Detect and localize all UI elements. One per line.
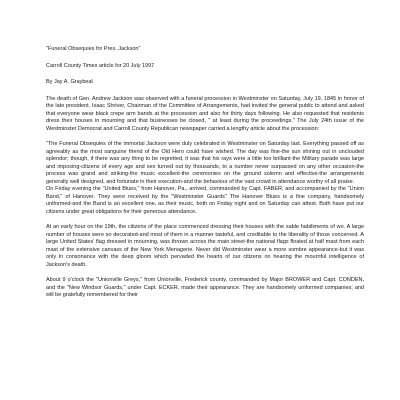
paragraph-5: About 9 o'clock the "Unionville Greys," from Unionville, Frederick county, commanded by Major BROWER and Capt. CONDEN, and the "New Windsor Guards," under Capt. ECKER, made their appearance. They are handsomely uniformed companies; and will be gratefully remembered for their [46,277,364,298]
paragraph-2: "The Funeral Obsequies of the immortal Jackson were duly celebrated in Westminster on Saturday last. Everything passed off as agreeably as the most sanguine friend of the Old Hero could have wished. The day was fine-the sun shining out in unclouded splendor; though, if there was any thing to be regretted, it was that his rays were a little too brilliant-the Military parade was large and imposing-citizens of every age and sex turned out by thousands, to a number never surpassed on any other occasion-the process was grand and striking-the music excellent-the ceremonies on the ground solemn and effective-the arrangements generally well designed, and fortunate in their execution-and the behaviour of the vast crowd in attendance worthy of all praise. [46,141,364,185]
document-source: Carroll County Times article for 20 July 1997 [46,62,155,69]
document-byline: By Jay A. Graybeal [46,79,93,85]
document-title: "Funeral Obsequies for Pres. Jackson" [46,46,141,52]
document-body [46,46,364,300]
paragraph-3: On Friday evening the "United Blues," from Hanover, Pa., arrived, commanded by Capt. FABER, and accompanied by the "Union Band," of Hanover. They were received by the "Westminster Guards" The Hanover Blues is a fine company, handsomely uniformed-and the Band is an excellent one, as their music, both on Friday night and on Saturday can attest. Both have put our citizens under great obligations for their generous attendance. [46,186,364,215]
paragraph-1: The death of Gen. Andrew Jackson was observed with a funeral procession in Westminster on Saturday, July 19, 1845 in honor of the late president. Isaac Shriver, Chairman of the Committee of Arrangements, had invited the general public to attend and asked that everyone wear black crepe arm bands at the procession and also for thirty days following. He also requested that residents dress their houses in mourning and that businesses be closed, " at least during the proceedings." The July 24th issue of the Westminster Democrat and Carroll County Republican newspaper carried a lengthy article about the procession: [46,95,364,132]
paragraph-4: At an early hour on the 19th, the citizens of the place commenced dressing their houses with the sable habiliments of wo. A large number of houses were so decorated-and most of them in a manner tasteful, and creditable to the liberality of those concerned. A large United States' flag dressed in mourning, was thrown across the main street-the national flags floated at half mast from each mast of the extensive canvass of the New York Menagerie. Never did Westminster wear a more sombre appearance-but it was only in consonance with the deep gloom which pervaded the hearts of our citizens on hearing the mournful intelligence of Jackson's death. [46,224,364,268]
